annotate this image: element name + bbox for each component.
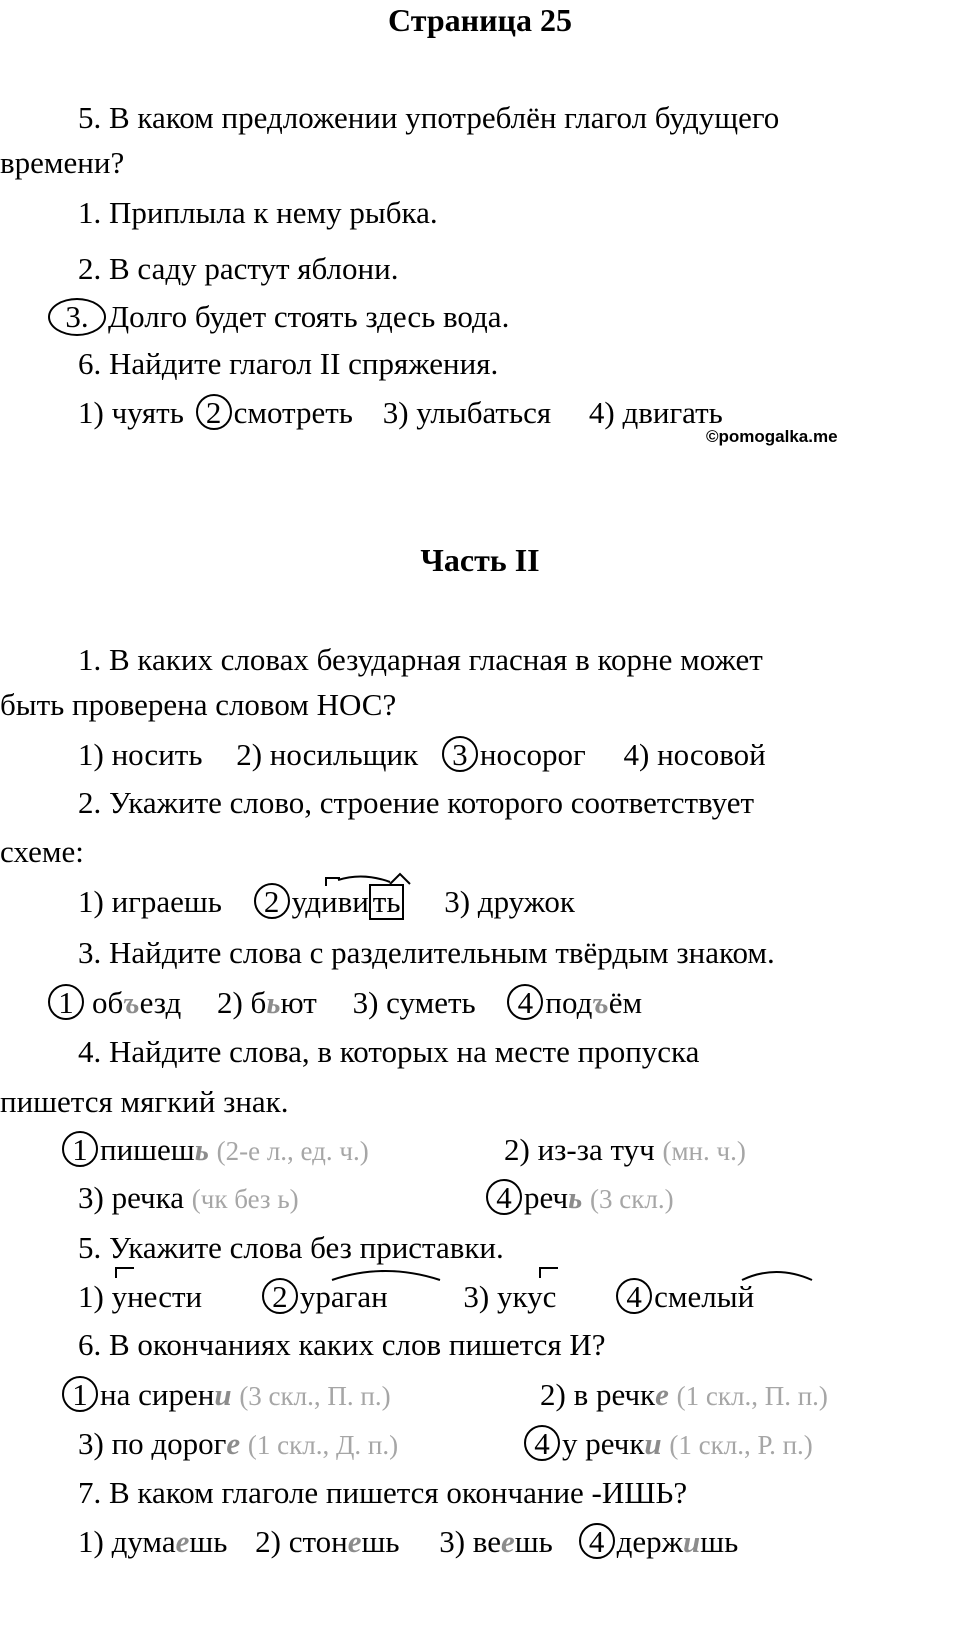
option-4-part: ём <box>608 985 643 1020</box>
part2-question-4-text: 4. Найдите слова, в которых на месте пропуска <box>78 1034 700 1069</box>
hint-note: (чк без ь) <box>191 1184 299 1214</box>
question-5-text: 5. В каком предложении употреблён глагол будущего <box>78 100 780 135</box>
part2-question-4-option-4 <box>486 1178 674 1219</box>
watermark: ©pomogalka.me <box>706 427 838 446</box>
part2-question-6-option-2 <box>540 1375 828 1416</box>
option-3: 3) улыбаться <box>382 395 552 430</box>
gap-letter: ъ <box>123 985 140 1020</box>
answer-circle: 2 <box>262 1278 298 1314</box>
gap-letter: е <box>175 1524 190 1559</box>
option-text: 2) в речк <box>540 1377 656 1412</box>
part2-question-2-text: 2. Укажите слово, строение которого соответствует <box>78 785 755 820</box>
option-2: 2) носильщик <box>236 737 419 772</box>
option-text: 2) из-за туч <box>504 1132 655 1167</box>
question-6-options <box>78 393 723 433</box>
option-2-part: 2) б <box>216 985 267 1020</box>
option-3-part: 3) ве <box>439 1524 502 1559</box>
option-1: 1) чуять <box>78 395 184 430</box>
part2-question-6-option-3 <box>78 1424 398 1465</box>
hint-note: (3 скл., П. п.) <box>239 1381 391 1411</box>
option-1-part: шь <box>189 1524 228 1559</box>
option-text: реч <box>524 1180 569 1215</box>
hint-note: (1 скл., П. п.) <box>676 1381 828 1411</box>
part2-question-4-option-2 <box>504 1130 746 1171</box>
question-5-option-1: 1. Приплыла к нему рыбка. <box>78 195 438 230</box>
word-scheme-marks <box>318 870 428 890</box>
option-4-part: держ <box>616 1524 684 1559</box>
part2-question-1-options <box>78 735 766 775</box>
option-2-part: 2) стон <box>255 1524 348 1559</box>
answer-circle: 1 <box>48 984 84 1020</box>
hint-note: (1 скл., Д. п.) <box>247 1430 399 1460</box>
part2-question-7-text: 7. В каком глаголе пишется окончание -ИШЬ? <box>78 1475 688 1510</box>
option-text: Долго будет стоять здесь вода. <box>108 299 510 334</box>
part2-question-2-text-cont: схеме: <box>0 834 84 869</box>
option-3-part: шь <box>514 1524 553 1559</box>
hint-note: (мн. ч.) <box>662 1136 746 1166</box>
option-1: 1) унести <box>78 1279 203 1314</box>
option-1-part: езд <box>139 985 182 1020</box>
gap-letter: е <box>655 1377 669 1412</box>
answer-circle: 3 <box>442 736 478 772</box>
part2-question-5-text: 5. Укажите слова без приставки. <box>78 1230 504 1265</box>
option-2: смотреть <box>233 395 353 430</box>
part2-question-4-text-cont: пишется мягкий знак. <box>0 1084 289 1119</box>
hint-note: (1 скл., Р. п.) <box>669 1430 813 1460</box>
option-4: 4) двигать <box>588 395 723 430</box>
option-3: носорог <box>479 737 586 772</box>
option-text: 3) по дорог <box>78 1426 227 1461</box>
part2-question-4-option-1 <box>62 1130 369 1171</box>
part-title: Часть II <box>420 542 540 578</box>
gap-letter: ь <box>194 1132 209 1167</box>
answer-circle: 2 <box>254 883 290 919</box>
option-1-part: об <box>92 985 124 1020</box>
answer-circle: 3. <box>48 298 106 336</box>
option-1: 1) играешь <box>78 884 222 919</box>
gap-letter: ь <box>266 985 281 1020</box>
part2-question-7-options <box>78 1522 738 1562</box>
option-text: 3) речка <box>78 1180 185 1215</box>
option-1: 1) носить <box>78 737 203 772</box>
option-3: 3) суметь <box>352 985 476 1020</box>
part2-question-6-option-4 <box>524 1424 813 1465</box>
answer-circle: 2 <box>196 394 232 430</box>
question-6-text: 6. Найдите глагол II спряжения. <box>78 346 499 381</box>
option-4: смелый <box>654 1279 755 1314</box>
gap-letter: и <box>683 1524 701 1559</box>
question-5-text-cont: времени? <box>0 145 125 180</box>
page-title: Страница 25 <box>388 2 572 38</box>
part2-question-3-text: 3. Найдите слова с разделительным твёрдым знаком. <box>78 935 775 970</box>
answer-circle: 4 <box>616 1278 652 1314</box>
part2-question-1-text-cont: быть проверена словом НОС? <box>0 687 397 722</box>
option-3: 3) укус <box>463 1279 557 1314</box>
prefix-root-marks <box>0 1262 960 1284</box>
part2-question-1-text: 1. В каких словах безударная гласная в корне может <box>78 642 763 677</box>
option-text: на сирен <box>100 1377 215 1412</box>
option-text: у речк <box>562 1426 645 1461</box>
answer-circle: 4 <box>579 1523 615 1559</box>
part2-question-6-option-1 <box>62 1375 391 1416</box>
option-4-part: шь <box>700 1524 739 1559</box>
option-4: 4) носовой <box>623 737 766 772</box>
part2-question-4-option-3 <box>78 1178 299 1219</box>
option-2-part: ют <box>280 985 317 1020</box>
gap-letter: е <box>501 1524 515 1559</box>
answer-circle: 1 <box>62 1376 98 1412</box>
answer-circle: 1 <box>62 1131 98 1167</box>
answer-circle: 4 <box>524 1425 560 1461</box>
part2-question-6-text: 6. В окончаниях каких слов пишется И? <box>78 1327 606 1362</box>
question-5-option-2: 2. В саду растут яблони. <box>78 251 399 286</box>
option-3: 3) дружок <box>444 884 575 919</box>
question-5-option-3 <box>48 297 509 337</box>
ending-box: ть <box>369 884 405 920</box>
part2-question-3-options <box>48 983 642 1023</box>
option-4-part: под <box>545 985 593 1020</box>
option-2-part: шь <box>361 1524 400 1559</box>
option-text: пишеш <box>100 1132 195 1167</box>
gap-letter: е <box>226 1426 241 1461</box>
option-2-root: удиви <box>291 884 369 919</box>
option-1-part: 1) дума <box>78 1524 176 1559</box>
gap-letter: и <box>644 1426 662 1461</box>
answer-circle: 4 <box>486 1179 522 1215</box>
gap-letter: ь <box>568 1180 583 1215</box>
gap-letter: и <box>214 1377 232 1412</box>
option-2: ураган <box>299 1279 388 1314</box>
hint-note: (3 скл.) <box>590 1184 674 1214</box>
gap-letter: е <box>347 1524 362 1559</box>
gap-letter: ъ <box>592 985 609 1020</box>
answer-circle: 4 <box>507 984 543 1020</box>
hint-note: (2-е л., ед. ч.) <box>216 1136 369 1166</box>
